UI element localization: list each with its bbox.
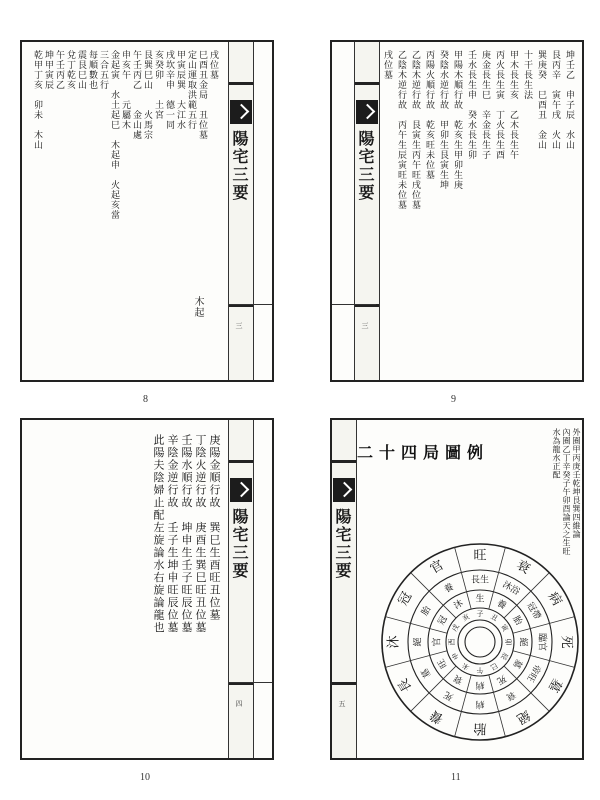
text-column: 申亥午 元屬木 [120,50,130,130]
text-column: 此陽夫陰婦止配左旋論水右旋論龍也 [152,434,165,634]
sector-divider [411,666,456,711]
outer-ring-label: 胎 [473,720,487,736]
spine-marker [356,100,378,124]
middle-ring-label: 墓 [420,666,434,680]
text-column: 亥癸卯 土宮 [153,50,163,120]
spine-title: 陽宅三要 [333,508,352,580]
middle-ring-label: 帝旺 [524,662,543,684]
inner-ring-label: 衰 [452,672,466,686]
text-column: 庚陽金順行故 巽巳生酉旺丑位墓 [208,434,221,622]
caption-line: 外圈甲丙庚壬乾坤艮巽四維論 [572,428,581,539]
outer-ring-label: 病 [544,589,565,609]
text-column: 丙陽火順行故 乾亥旺未位墓 [424,50,434,180]
outer-ring-label: 冠 [395,589,416,609]
inner-ring-label: 官 [432,637,443,647]
outer-ring-label: 養 [427,706,447,727]
page-number-10: 10 [140,772,150,783]
side-note: 木起 [192,296,203,318]
text-column: 丙火長生寅 丁火長生酉 [494,50,504,160]
text-column: 午壬丙乙 [54,50,64,90]
text-column: 甲陽木順行故 乾亥生甲卯生庚 [452,50,462,190]
spine-title: 陽宅三要 [356,130,375,202]
page-10 [20,418,274,760]
mountain-label: 酉 [448,638,456,646]
caption-line: 水為龍水正配 [552,428,561,479]
page-number-11: 11 [451,772,461,783]
folio-number: 三 [235,322,243,329]
text-column: 辛陰金逆行故 壬子生坤申旺辰位墓 [166,434,179,634]
sector-divider [411,573,456,618]
middle-ring-label: 絕 [413,637,424,647]
mountain-label: 巳 [488,661,500,672]
inner-ring-label: 養 [494,598,508,612]
inner-ring-label: 冠 [436,614,450,628]
text-column: 戌位墓 [382,50,392,80]
text-column: 定山運取洪範五行 [186,50,196,130]
page-spine [228,42,254,380]
text-column: 坤甲寅辰 [43,50,53,90]
page-11 [330,418,584,760]
folio-number: 四 [235,700,243,707]
text-column: 巽庚癸 巳酉丑 金山 [536,50,546,150]
outer-ring-label: 旺 [473,548,487,564]
outer-ring-label: 死 [558,635,574,649]
page-spine [228,420,254,758]
mountain-label: 申 [450,650,461,662]
text-column: 三合五行 [98,50,108,90]
outer-ring-label: 衰 [513,557,533,578]
text-column: 庚金長生巳 辛金長生子 [480,50,490,160]
mountain-label: 辰 [499,650,510,662]
spine-marker [230,478,252,502]
text-column: 戌位墓 [208,50,218,80]
text-column: 金起寅 水土起巳 木起申 火起亥當 [109,50,119,220]
sector-divider [504,666,549,711]
folio-number: 五 [338,700,346,707]
middle-ring-label: 死 [442,688,456,702]
inner-ring-label: 生 [475,594,485,605]
page-9 [330,40,584,382]
text-column: 十干長生法 [522,50,532,100]
mountain-label: 丑 [488,612,500,623]
page-8 [20,40,274,382]
caption-line: 內圈乙丁辛癸子午卯酉論天之生旺 [562,428,571,556]
inner-ring-label: 病 [475,679,485,690]
text-column: 艮丙辛 寅午戌 火山 [550,50,560,150]
inner-ring-label: 絕 [517,637,528,647]
outer-ring-label: 長 [395,675,416,695]
text-column: 乙陰木逆行故 艮寅生丙午旺戌位墓 [410,50,420,210]
text-column: 震艮巳山 [76,50,86,90]
mountain-label: 子 [476,610,484,618]
middle-ring-label: 衰 [504,688,518,702]
text-column: 甲寅辰巽 大江水 [175,50,185,130]
text-column: 午壬丙乙 金山處 [131,50,141,140]
text-column: 壬水長生申 癸水長生卯 [466,50,476,160]
mountain-label: 卯 [504,638,512,646]
outer-ring-label: 沐 [386,635,402,649]
text-column: 兌丁乾亥 [65,50,75,90]
middle-ring-label: 胎 [420,604,434,618]
sector-divider [504,573,549,618]
text-column: 丁陰火逆行故 庚酉生巽巳旺丑位墓 [194,434,207,634]
middle-ring-label: 病 [475,698,485,709]
middle-ring-label: 冠帶 [524,600,543,622]
mountain-ring [446,608,514,676]
outer-ring-label: 絕 [513,706,533,727]
inner-ring-label: 旺 [436,656,450,670]
inner-ring-label: 沐 [452,598,466,612]
mountain-label: 午 [476,666,484,674]
middle-ring-label: 養 [442,582,456,596]
text-column: 艮巽巳山 火馬宗 [142,50,152,140]
inner-ring-label: 胎 [510,614,524,628]
outer-ring-label: 官 [427,557,447,578]
text-column: 戌坎辛申 德一同 [164,50,174,130]
folio-number: 三 [361,322,369,329]
text-column: 坤壬乙 申子辰 水山 [564,50,574,150]
mountain-label: 寅 [499,622,510,634]
outer-ring-label: 墓 [544,675,565,695]
spine-title: 陽宅三要 [230,130,249,202]
text-column: 甲木長生亥 乙木長生午 [508,50,518,160]
text-column: 乙陰木逆行故 丙午生辰寅旺未位墓 [396,50,406,210]
inner-ring-label: 死 [494,672,508,686]
text-column: 每順數也 [87,50,97,90]
middle-ring-label: 臨官 [536,632,547,652]
mountain-label: 未 [460,661,472,672]
spine-title: 陽宅三要 [230,508,249,580]
text-column: 巳酉丑金局 丑位墓 [197,50,207,140]
page-number-8: 8 [143,394,148,405]
spine-marker [230,100,252,124]
center-circle [465,627,495,657]
page-spine [354,42,380,380]
inner-ring-label: 墓 [510,656,524,670]
text-column: 乾甲丁亥 卯未 木山 [32,50,42,150]
page-number-9: 9 [451,394,456,405]
twenty-four-mountain-diagram [332,420,584,760]
middle-ring-label: 長生 [470,575,490,586]
text-column: 壬陽水順行故 坤申生壬子旺辰位墓 [180,434,193,634]
text-column: 癸陰水逆行故 甲卯生艮寅生坤 [438,50,448,190]
diagram-title: 二十四局圖例 [357,443,490,462]
middle-ring-label: 沐浴 [500,579,522,598]
mountain-label: 戌 [450,622,461,634]
mountain-label: 亥 [460,612,472,623]
